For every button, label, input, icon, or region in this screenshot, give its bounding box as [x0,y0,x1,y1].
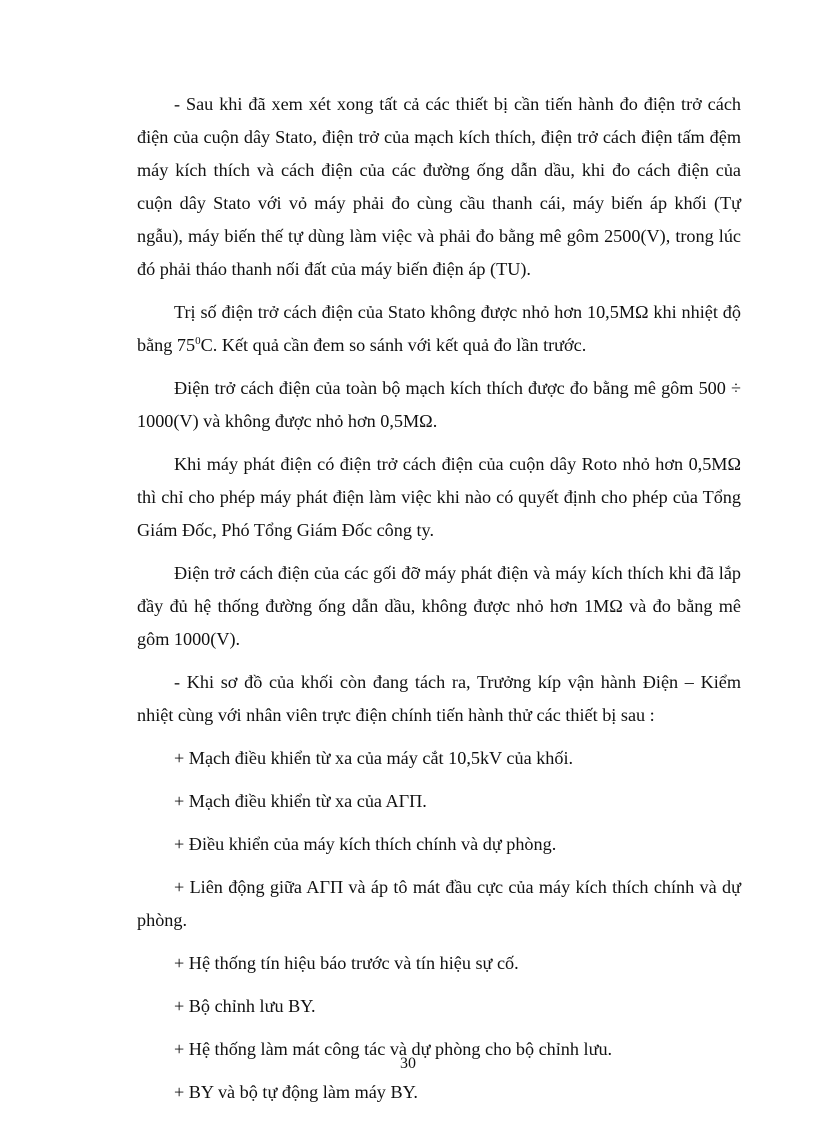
paragraph-stato-resistance-value-text-end: C. Kết quả cần đem so sánh với kết quả đo lần trước. [200,335,587,355]
list-item: + Mạch điều khiển từ xa của AГП. [174,791,427,811]
paragraph-stato-resistance-value-text: Trị số điện trở cách điện của Stato không được nhỏ hơn 10,5MΩ khi nhiệt độ bằng 75 [137,302,741,355]
paragraph-bearing-insulation: Điện trở cách điện của các gối đỡ máy phát điện và máy kích thích khi đã lắp đầy đủ hệ thống đường ống dẫn dầu, không được nhỏ hơn 1MΩ và đo bằng mê gôm 1000(V). [137,563,741,649]
temperature-superscript: 0 [195,334,201,347]
list-item: + Liên động giữa AГП và áp tô mát đầu cực của máy kích thích chính và dự phòng. [137,877,741,930]
document-page [137,88,741,1109]
paragraph-test-intro: - Khi sơ đồ của khối còn đang tách ra, Trưởng kíp vận hành Điện – Kiểm nhiệt cùng với nhân viên trực điện chính tiến hành thử các thiết bị sau : [137,672,741,725]
list-item: + BY và bộ tự động làm máy BY. [174,1082,418,1102]
list-item: + Mạch điều khiển từ xa của máy cắt 10,5kV của khối. [174,748,574,768]
paragraph-stato-insulation: - Sau khi đã xem xét xong tất cả các thiết bị cần tiến hành đo điện trở cách điện của cuộn dây Stato, điện trở của mạch kích thích, điện trở cách điện tấm đệm máy kích thích và cách điện của các đường ống dẫn dầu, khi đo cách điện của cuộn dây Stato với vỏ máy phải đo cùng cầu thanh cái, máy biến áp khối (Tự ngẫu), máy biến thế tự dùng làm việc và phải đo bằng mê gôm 2500(V), trong lúc đó phải tháo thanh nối đất của máy biến điện áp (TU). [137,94,741,279]
list-item: + Bộ chỉnh lưu BY. [174,996,316,1016]
page-number: 30 [400,1055,416,1072]
list-item: + Hệ thống tín hiệu báo trước và tín hiệu sự cố. [174,953,519,973]
paragraph-roto-insulation: Khi máy phát điện có điện trở cách điện của cuộn dây Roto nhỏ hơn 0,5MΩ thì chỉ cho phép máy phát điện làm việc khi nào có quyết định cho phép của Tổng Giám Đốc, Phó Tổng Giám Đốc công ty. [137,454,741,540]
list-item: + Điều khiển của máy kích thích chính và dự phòng. [174,834,557,854]
paragraph-excitation-circuit: Điện trở cách điện của toàn bộ mạch kích thích được đo bằng mê gôm 500 ÷ 1000(V) và không được nhỏ hơn 0,5MΩ. [137,378,741,431]
list-item: + Hệ thống làm mát công tác và dự phòng cho bộ chỉnh lưu. [174,1039,613,1059]
paragraph-stato-resistance-value [137,296,741,362]
